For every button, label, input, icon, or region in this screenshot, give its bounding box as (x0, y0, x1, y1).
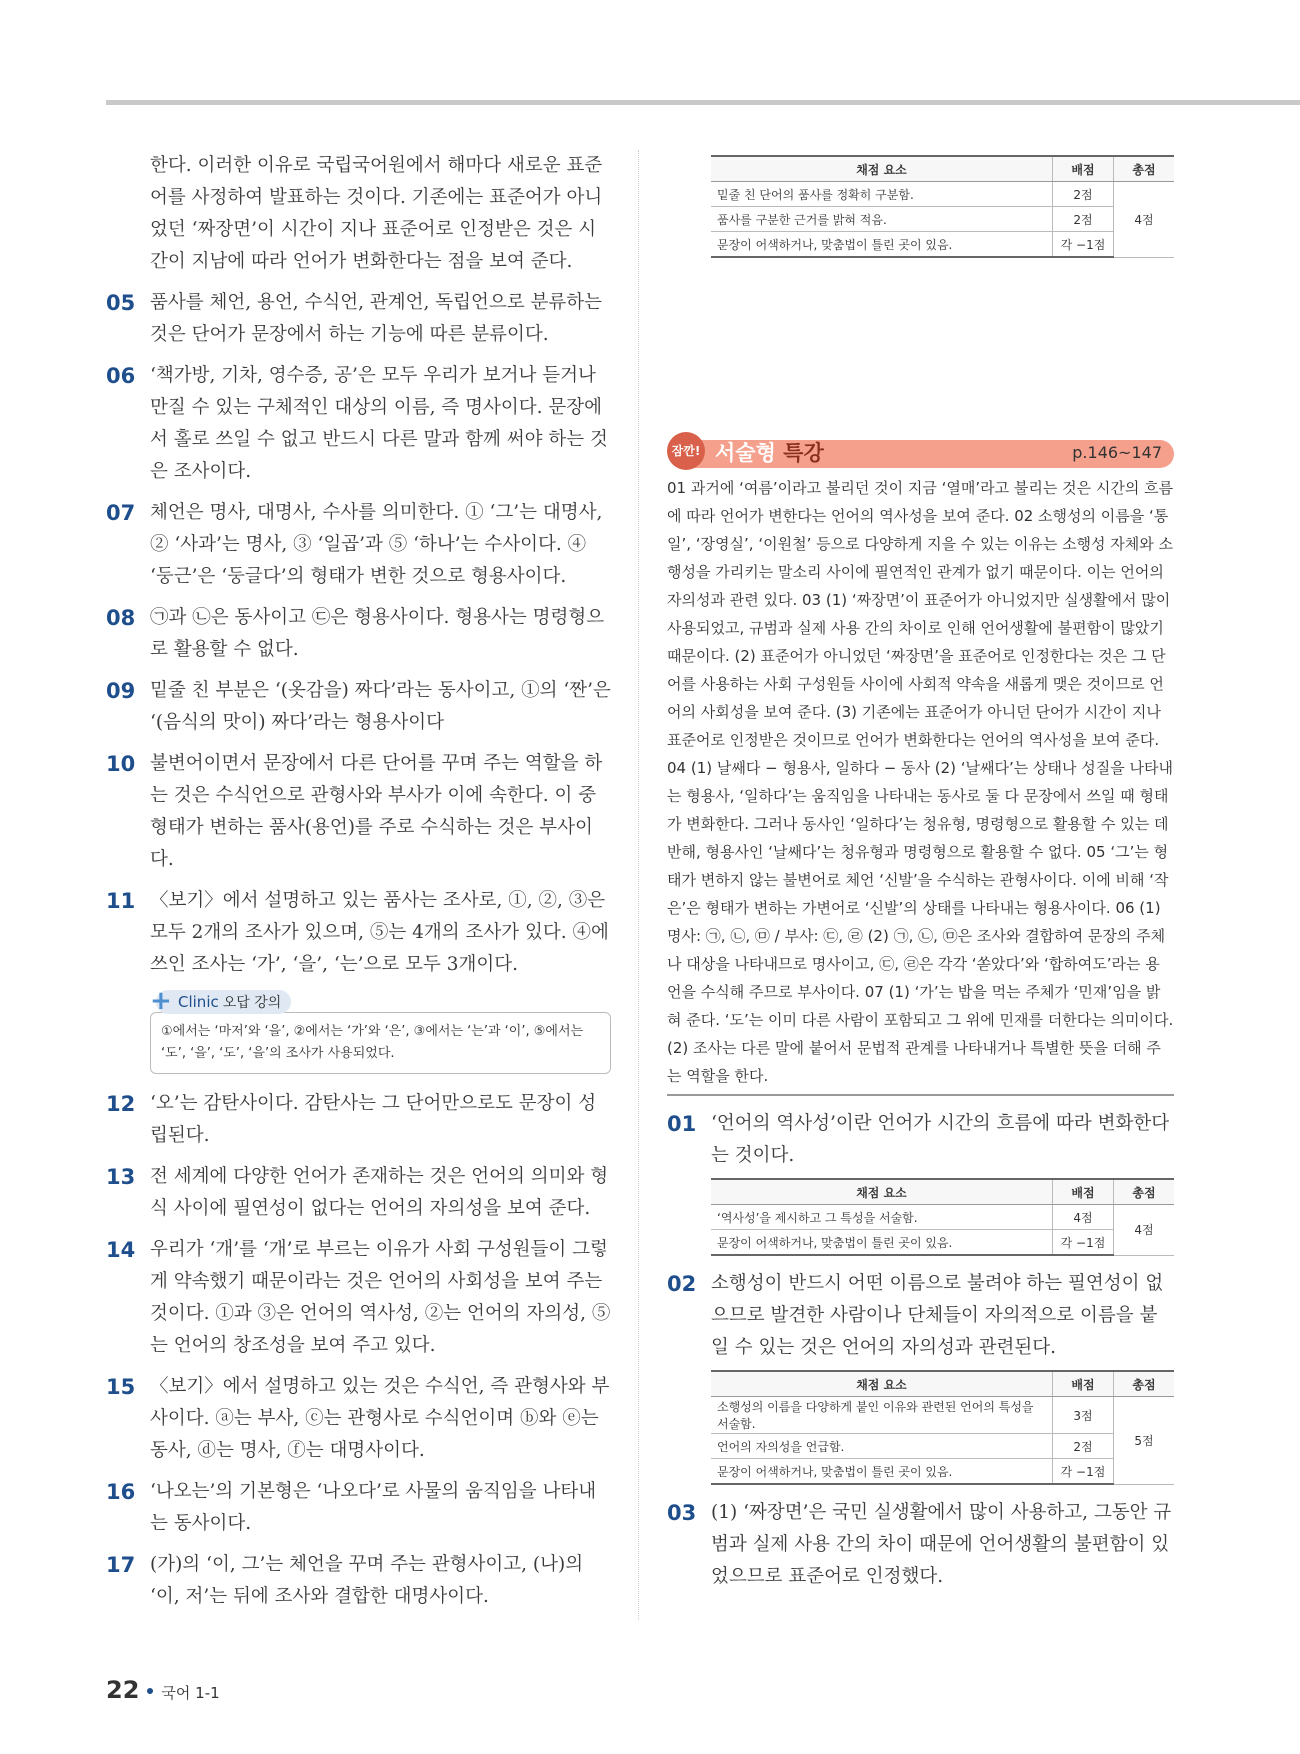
table-cell: 4점 (1053, 1205, 1114, 1230)
table-header: 총점 (1114, 1371, 1175, 1397)
table-cell: 문장이 어색하거나, 맞춤법이 틀린 곳이 있음. (711, 1230, 1053, 1256)
table-row (711, 1230, 1174, 1256)
answer-17 (106, 1549, 611, 1613)
item-text: ㉠과 ㉡은 동사이고 ㉢은 형용사이다. 형용사는 명령형으로 활용할 수 없다. (150, 607, 605, 660)
item-text: 품사를 체언, 용언, 수식언, 관계언, 독립언으로 분류하는 것은 단어가 문장에서 하는 기능에 따른 분류이다. (150, 292, 602, 345)
table-cell: 소행성의 이름을 다양하게 붙인 이유와 관련된 언어의 특성을 서술함. (711, 1397, 1053, 1434)
table-cell: 각 −1점 (1053, 1230, 1114, 1256)
table-cell: 2점 (1053, 207, 1114, 232)
table-cell: 문장이 어색하거나, 맞춤법이 틀린 곳이 있음. (711, 1459, 1053, 1485)
table-row (711, 182, 1174, 207)
item-text: 전 세계에 다양한 언어가 존재하는 것은 언어의 의미와 형식 사이에 필연성이 없다는 언어의 자의성을 보여 준다. (150, 1166, 609, 1219)
item-number: 08 (106, 606, 136, 630)
scoring-table-2-wrap (667, 1370, 1174, 1485)
item-number: 14 (106, 1238, 136, 1262)
top-rule (106, 100, 1300, 105)
table-total: 4점 (1114, 1205, 1175, 1256)
table-header: 배점 (1053, 1371, 1114, 1397)
answer-13 (106, 1161, 611, 1225)
scoring-table-1-wrap (667, 1178, 1174, 1256)
item-text: 밑줄 친 부분은 ‘(옷감을) 짜다’라는 동사이고, ①의 ‘짠’은 ‘(음식의 맛이) 짜다’라는 형용사이다 (150, 680, 611, 733)
item-number: 02 (667, 1272, 697, 1296)
item-number: 09 (106, 679, 136, 703)
item-text: 체언은 명사, 대명사, 수사를 의미한다. ① ‘그’는 대명사, ② ‘사과’는 명사, ③ ‘일곱’과 ⑤ ‘하나’는 수사이다. ④ ‘둥근’은 ‘둥글다’의 형태가 변한 것으로 형용사이다. (150, 502, 603, 587)
table-header: 채점 요소 (711, 156, 1053, 182)
table-header: 총점 (1114, 156, 1175, 182)
scoring-table-top-wrap (667, 155, 1174, 258)
answer-08 (106, 602, 611, 666)
table-header: 채점 요소 (711, 1371, 1053, 1397)
answer-05 (106, 287, 611, 351)
banner-title-b: 특강 (783, 441, 824, 465)
answer-10 (106, 748, 611, 876)
item-text: 불변어이면서 문장에서 다른 단어를 꾸며 주는 역할을 하는 것은 수식언으로 관형사와 부사가 이에 속한다. 이 중 형태가 변하는 품사(용언)를 주로 수식하는 것은 부사이다. (150, 753, 603, 870)
table-row (711, 1397, 1174, 1434)
item-text: 우리가 ‘개’를 ‘개’로 부르는 이유가 사회 구성원들이 그렇게 약속했기 때문이라는 것은 언어의 사회성을 보여 주는 것이다. ①과 ③은 언어의 역사성, ②는 언어의 자의성, ⑤는 언어의 창조성을 보여 주고 있다. (150, 1239, 611, 1356)
essay-01 (667, 1108, 1174, 1172)
item-number: 16 (106, 1480, 136, 1504)
right-column (667, 155, 1174, 1593)
special-lecture-text: 01 과거에 ‘여름’이라고 불리던 것이 지금 ‘열매’라고 불리는 것은 시간의 흐름에 따라 언어가 변한다는 언어의 역사성을 보여 준다. 02 소행성의 이름을 ‘통일’, ‘장영실’, ‘이원철’ 등으로 다양하게 지을 수 있는 이유는 소행성 자체와 소행성을 가리키는 말소리 사이에 필연적인 관계가 없기 때문이다. 이는 언어의 자의성과 관련 있다. 03 (1) ‘짜장면’이 표준어가 아니었지만 실생활에서 많이 사용되었고, 규범과 실제 사용 간의 차이로 인해 언어생활에 불편함이 많았기 때문이다. (2) 표준어가 아니었던 ‘짜장면’을 표준어로 인정한다는 것은 그 단어를 사용하는 사회 구성원들 사이에 사회적 약속을 새롭게 맺은 것이므로 언어의 사회성을 보여 준다. (3) 기존에는 표준어가 아니던 단어가 시간이 지나 표준어로 인정받은 것이므로 언어가 변화한다는 언어의 역사성을 보여 준다. 04 (1) 날쌔다 − 형용사, 일하다 − 동사 (2) ‘날쌔다’는 상태나 성질을 나타내는 형용사, ‘일하다’는 움직임을 나타내는 동사로 둘 다 문장에서 쓰일 때 형태가 변화한다. 그러나 동사인 ‘일하다’는 청유형, 명령형으로 활용할 수 있는 데 반해, 형용사인 ‘날쌔다’는 청유형과 명령형으로 활용할 수 없다. 05 ‘그’는 형태가 변하지 않는 불변어로 체언 ‘신발’을 수식하는 관형사이다. 이에 비해 ‘작은’은 형태가 변하는 가변어로 ‘신발’의 상태를 나타내는 형용사이다. 06 (1) 명사: ㉠, ㉡, ㉤ / 부사: ㉢, ㉣ (2) ㉠, ㉡, ㉤은 조사와 결합하여 문장의 주체나 대상을 나타내므로 명사이고, ㉢, ㉣은 각각 ‘쏟았다’와 ‘합하여도’라는 용언을 수식해 주므로 부사이다. 07 (1) ‘가’는 밥을 먹는 주체가 ‘민재’임을 밝혀 준다. ‘도’는 이미 다른 사람이 포함되고 그 위에 민재를 더한다는 의미이다. (2) 조사는 다른 말에 붙어서 문법적 관계를 나타내거나 특별한 뜻을 더해 주는 역할을 한다. (667, 474, 1174, 1096)
scoring-table-2 (711, 1370, 1174, 1485)
table-header: 채점 요소 (711, 1179, 1053, 1205)
item-text: 소행성이 반드시 어떤 이름으로 불려야 하는 필연성이 없으므로 발견한 사람이나 단체들이 자의적으로 이름을 붙일 수 있는 것은 언어의 자의성과 관련된다. (711, 1273, 1164, 1358)
table-cell: 밑줄 친 단어의 품사를 정확히 구분함. (711, 182, 1053, 207)
clinic-header (150, 986, 291, 1016)
table-row (711, 207, 1174, 232)
intro-continuation: 한다. 이러한 이유로 국립국어원에서 해마다 새로운 표준어를 사정하여 발표하는 것이다. 기존에는 표준어가 아니었던 ‘짜장면’이 시간이 지나 표준어로 인정받은 것은 시간이 지남에 따라 언어가 변화한다는 점을 보여 준다. (150, 155, 603, 272)
table-header: 배점 (1053, 1179, 1114, 1205)
item-text: 〈보기〉에서 설명하고 있는 것은 수식언, 즉 관형사와 부사이다. ⓐ는 부사, ⓒ는 관형사로 수식언이며 ⓑ와 ⓔ는 동사, ⓓ는 명사, ⓕ는 대명사이다. (150, 1376, 610, 1461)
plus-icon: + (150, 986, 172, 1016)
footer-subject: 국어 1-1 (161, 1684, 220, 1702)
essay-03 (667, 1497, 1174, 1593)
item-number: 11 (106, 889, 136, 913)
table-cell: 언어의 자의성을 언급함. (711, 1434, 1053, 1459)
answer-06 (106, 360, 611, 488)
banner-title (715, 438, 824, 468)
item-text: ‘오’는 감탄사이다. 감탄사는 그 단어만으로도 문장이 성립된다. (150, 1093, 597, 1146)
column-divider (638, 150, 639, 1620)
page-number: 22 (106, 1676, 140, 1704)
table-cell: 각 −1점 (1053, 232, 1114, 258)
item-number: 03 (667, 1501, 697, 1525)
item-text: (1) ‘짜장면’은 국민 실생활에서 많이 사용하고, 그동안 규범과 실제 사용 간의 차이 때문에 언어생활의 불편함이 있었으므로 표준어로 인정했다. (711, 1502, 1172, 1587)
table-row (711, 1205, 1174, 1230)
item-number: 13 (106, 1165, 136, 1189)
item-text: 〈보기〉에서 설명하고 있는 품사는 조사로, ①, ②, ③은 모두 2개의 조사가 있으며, ⑤는 4개의 조사가 있다. ④에 쓰인 조사는 ‘가’, ‘을’, ‘는’으로 모두 3개이다. (150, 890, 609, 975)
answer-16 (106, 1476, 611, 1540)
special-lecture-banner (667, 438, 1174, 468)
scoring-table-1 (711, 1178, 1174, 1256)
answer-09 (106, 675, 611, 739)
item-number: 06 (106, 364, 136, 388)
banner-page-ref: p.146~147 (1072, 443, 1162, 462)
table-cell: 2점 (1053, 182, 1114, 207)
table-cell: 각 −1점 (1053, 1459, 1114, 1485)
table-cell: ‘역사성’을 제시하고 그 특성을 서술함. (711, 1205, 1053, 1230)
item-text: ‘책가방, 기차, 영수증, 공’은 모두 우리가 보거나 듣거나 만질 수 있는 구체적인 대상의 이름, 즉 명사이다. 문장에서 홀로 쓰일 수 없고 반드시 다른 말과 함께 써야 하는 것은 조사이다. (150, 365, 608, 482)
item-text: ‘언어의 역사성’이란 언어가 시간의 흐름에 따라 변화한다는 것이다. (711, 1113, 1170, 1166)
answer-14 (106, 1234, 611, 1362)
item-number: 05 (106, 291, 136, 315)
essay-02 (667, 1268, 1174, 1364)
clinic-text: ①에서는 ‘마저’와 ‘을’, ②에서는 ‘가’와 ‘은’, ③에서는 ‘는’과 ‘이’, ⑤에서는 ‘도’, ‘을’, ‘도’, ‘을’의 조사가 사용되었다. (150, 1012, 611, 1074)
bullet-dot (147, 1688, 153, 1694)
item-number: 17 (106, 1553, 136, 1577)
table-row (711, 1434, 1174, 1459)
item-number: 15 (106, 1375, 136, 1399)
table-total: 4점 (1114, 182, 1175, 258)
answer-11 (106, 885, 611, 981)
clinic-subtitle: 오답 강의 (222, 995, 282, 1011)
item-number: 12 (106, 1092, 136, 1116)
clinic-box (150, 986, 611, 1074)
table-total: 5점 (1114, 1397, 1175, 1485)
item-text: ‘나오는’의 기본형은 ‘나오다’로 사물의 움직임을 나타내는 동사이다. (150, 1481, 597, 1534)
item-text: (가)의 ‘이, 그’는 체언을 꾸며 주는 관형사이고, (나)의 ‘이, 저’는 뒤에 조사와 결합한 대명사이다. (150, 1554, 584, 1607)
table-cell: 3점 (1053, 1397, 1114, 1434)
clinic-title: Clinic (178, 993, 219, 1011)
table-cell: 문장이 어색하거나, 맞춤법이 틀린 곳이 있음. (711, 232, 1053, 258)
banner-badge: 잠깐! (667, 432, 705, 470)
answer-15 (106, 1371, 611, 1467)
answer-12 (106, 1088, 611, 1152)
left-column (106, 150, 611, 1622)
item-number: 10 (106, 752, 136, 776)
table-header: 총점 (1114, 1179, 1175, 1205)
banner-title-a: 서술형 (715, 441, 776, 465)
item-number: 07 (106, 501, 136, 525)
table-row (711, 1459, 1174, 1485)
table-cell: 2점 (1053, 1434, 1114, 1459)
table-row (711, 232, 1174, 258)
scoring-table-top (711, 155, 1174, 258)
table-header: 배점 (1053, 156, 1114, 182)
item-number: 01 (667, 1112, 697, 1136)
page-footer (106, 1676, 220, 1704)
answer-07 (106, 497, 611, 593)
table-cell: 품사를 구분한 근거를 밝혀 적음. (711, 207, 1053, 232)
